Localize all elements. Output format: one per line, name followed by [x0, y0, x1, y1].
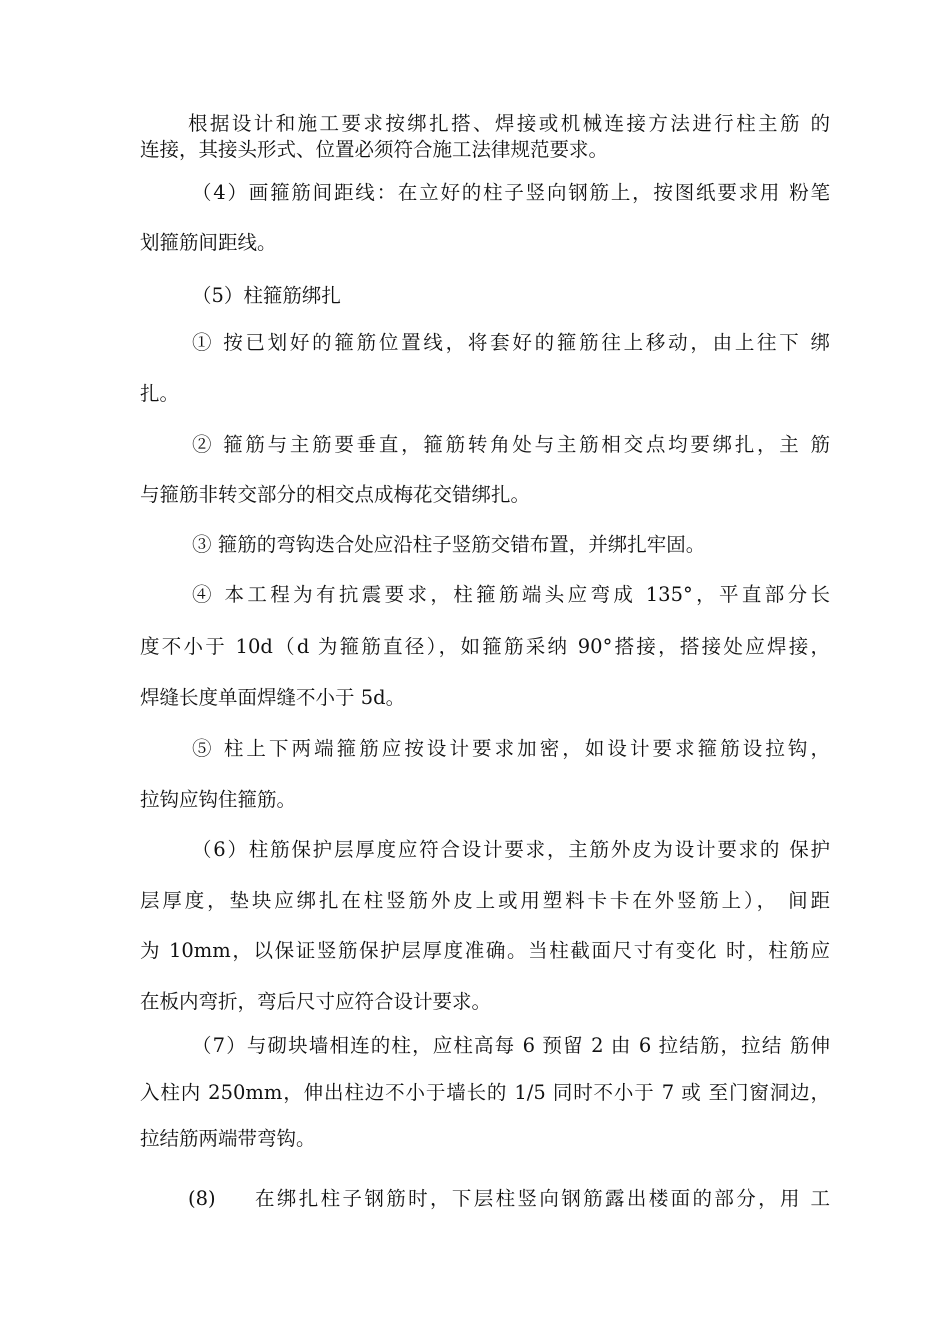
text-line: ③ 箍筋的弯钩迭合处应沿柱子竖筋交错布置，并绑扎牢固。 [192, 533, 706, 556]
text-line: 根据设计和施工要求按绑扎搭、焊接或机械连接方法进行柱主筋 的 [188, 112, 830, 135]
text-line: 入柱内 250mm，伸出柱边不小于墙长的 1/5 同时不小于 7 或 至门窗洞边， [140, 1081, 830, 1104]
text-line: ⑤ 柱上下两端箍筋应按设计要求加密，如设计要求箍筋设拉钩， [192, 737, 830, 760]
text-line: 为 10mm，以保证竖筋保护层厚度准确。当柱截面尺寸有变化 时，柱筋应 [140, 939, 830, 962]
text-line: （7）与砌块墙相连的柱，应柱高每 6 预留 2 由 6 拉结筋，拉结 筋伸 [192, 1034, 830, 1057]
text-line: 层厚度，垫块应绑扎在柱竖筋外皮上或用塑料卡卡在外竖筋上）， 间距 [140, 889, 830, 912]
text-line: 在绑扎柱子钢筋时，下层柱竖向钢筋露出楼面的部分，用 工 [255, 1187, 830, 1210]
text-line: 在板内弯折，弯后尺寸应符合设计要求。 [140, 990, 492, 1013]
text-line: ② 箍筋与主筋要垂直，箍筋转角处与主筋相交点均要绑扎，主 筋 [192, 433, 830, 456]
text-line: 拉钩应钩住箍筋。 [140, 788, 297, 811]
text-line: 拉结筋两端带弯钩。 [140, 1127, 316, 1150]
text-line: 度不小于 10d（d 为箍筋直径），如箍筋采纳 90°搭接，搭接处应焊接， [140, 635, 830, 658]
text-line: 与箍筋非转交部分的相交点成梅花交错绑扎。 [140, 483, 531, 506]
text-line: ④ 本工程为有抗震要求，柱箍筋端头应弯成 135°，平直部分长 [192, 583, 830, 606]
text-line: ① 按已划好的箍筋位置线，将套好的箍筋往上移动，由上往下 绑 [192, 331, 830, 354]
paragraph-number: (8) [188, 1187, 216, 1210]
text-line: 焊缝长度单面焊缝不小于 5d。 [140, 686, 406, 709]
text-line: （4）画箍筋间距线：在立好的柱子竖向钢筋上，按图纸要求用 粉笔 [192, 181, 830, 204]
text-line: 连接，其接头形式、位置必须符合施工法律规范要求。 [140, 138, 609, 161]
text-line: （6）柱筋保护层厚度应符合设计要求，主筋外皮为设计要求的 保护 [192, 838, 830, 861]
text-line: 划箍筋间距线。 [140, 231, 277, 254]
text-line: 扎。 [140, 382, 180, 405]
text-line: （5）柱箍筋绑扎 [192, 284, 341, 307]
